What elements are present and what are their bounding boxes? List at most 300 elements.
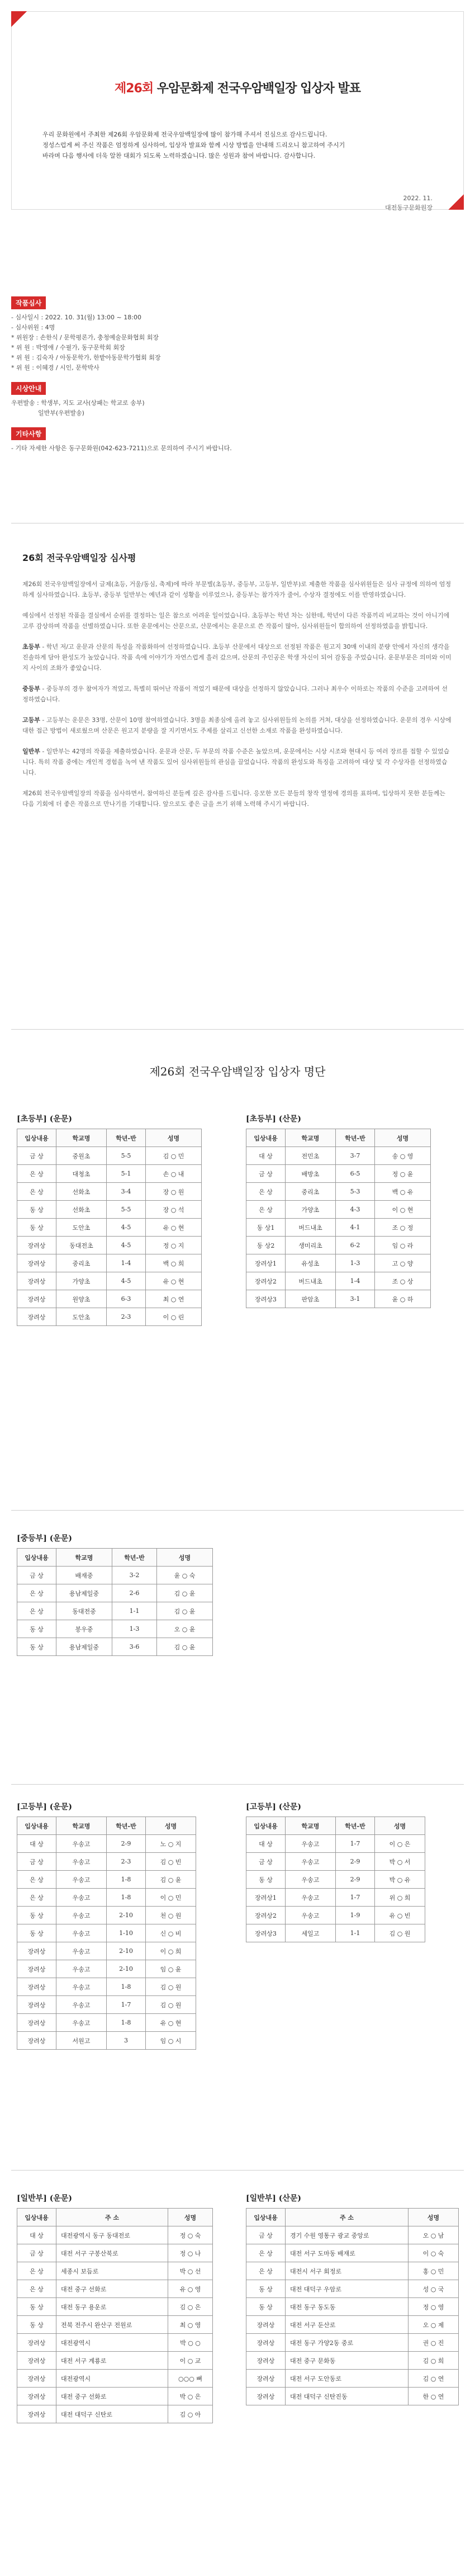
table-cell: 금 상: [246, 1853, 286, 1871]
table-cell: 은 상: [17, 2262, 56, 2280]
table-cell: 동 상: [17, 2316, 56, 2334]
table-cell: 우송고: [56, 1996, 107, 2014]
review-paragraph: [22, 683, 453, 705]
table-cell: 박 ○ 서: [375, 1853, 425, 1871]
table-row: [246, 1219, 431, 1237]
table-cell: 6-5: [336, 1165, 375, 1183]
table-cell: 정 ○ 지: [146, 1237, 202, 1254]
table-cell: 대 상: [246, 1147, 286, 1165]
table-cell: 장 ○ 석: [146, 1201, 202, 1219]
table-cell: 은 상: [246, 1201, 286, 1219]
table-cell: 오 ○ 제: [408, 2316, 459, 2334]
roster-table: [246, 1129, 431, 1308]
etc-tag: 기타사항: [11, 427, 46, 440]
award-info: [11, 382, 464, 418]
table-heading: [중등부] (운문): [17, 1534, 72, 1543]
review-paragraph: [22, 788, 453, 809]
table-cell: 은 상: [246, 2262, 286, 2280]
table-cell: 2-9: [107, 1835, 146, 1853]
table-cell: 천 ○ 원: [146, 1907, 196, 1924]
table-row: [17, 1272, 202, 1290]
review-lead: 중등부: [22, 685, 40, 692]
table-cell: 대전 동구 가양2동 중로: [286, 2334, 408, 2352]
table-header-row: [246, 2209, 459, 2226]
table-cell: 우송고: [56, 1960, 107, 1978]
table-cell: 대전 대덕구 신탄진동: [286, 2388, 408, 2405]
table-row: [246, 2244, 459, 2262]
title-text: 우암문화제 전국우암백일장 입상자 발표: [156, 82, 361, 96]
table-cell: 대전 서구 구봉산북로: [56, 2244, 168, 2262]
table-row: [17, 1165, 202, 1183]
table-cell: 3: [107, 2032, 146, 2050]
table-cell: 금 상: [246, 2226, 286, 2244]
table-cell: 2-9: [336, 1853, 375, 1871]
table-row: [246, 1165, 431, 1183]
column-header: 성명: [375, 1817, 425, 1835]
table-cell: 1-10: [107, 1924, 146, 1942]
table-cell: 동 상: [17, 1924, 56, 1942]
table-row: [17, 1219, 202, 1237]
table-cell: 1-3: [112, 1620, 157, 1638]
table-cell: 3-6: [112, 1638, 157, 1656]
review-paragraph: [22, 641, 453, 673]
table-cell: 신 ○ 비: [146, 1924, 196, 1942]
table-cell: 대전광역시 동구 동대전로: [56, 2226, 168, 2244]
table-row: [17, 1201, 202, 1219]
table-row: [246, 1237, 431, 1254]
corner-fold-decoration: [448, 194, 464, 210]
table-cell: 4-5: [107, 1237, 146, 1254]
roster-table: [17, 2208, 213, 2423]
table-cell: 1-4: [336, 1272, 375, 1290]
table-cell: 김 ○ 은: [168, 2298, 213, 2316]
table-cell: 3-1: [336, 1290, 375, 1308]
table-cell: 전북 전주시 완산구 전원로: [56, 2316, 168, 2334]
column-header: 입상내용: [17, 2209, 56, 2226]
table-cell: 2-10: [107, 1942, 146, 1960]
table-cell: 봉우중: [56, 1620, 112, 1638]
table-cell: 1-4: [107, 1254, 146, 1272]
column-header: 학년-반: [107, 1817, 146, 1835]
body-line: 바라며 다음 행사에 더욱 알찬 대회가 되도록 노력하겠습니다. 많은 성원과 참여 바랍니다. 감사합니다.: [42, 152, 316, 159]
table-cell: 은 상: [17, 2280, 56, 2298]
column-header: 입상내용: [17, 1549, 56, 1567]
table-cell: ○○○ 뼈: [168, 2370, 213, 2388]
announcement-date: 2022. 11.: [403, 195, 433, 202]
table-row: [17, 2334, 213, 2352]
table-cell: 대전 대덕구 우암로: [286, 2280, 408, 2298]
table-cell: 대전 서구 도안동로: [286, 2370, 408, 2388]
table-row: [246, 2316, 459, 2334]
table-row: [246, 2388, 459, 2405]
table-cell: 우송고: [56, 2014, 107, 2032]
table-cell: 조 ○ 정: [375, 1219, 431, 1237]
column-header: 입상내용: [246, 1129, 286, 1147]
table-cell: 전민초: [286, 1147, 336, 1165]
column-header: 성명: [375, 1129, 431, 1147]
table-cell: 1-3: [336, 1254, 375, 1272]
table-cell: 대전 동구 용운로: [56, 2298, 168, 2316]
table-heading: [초등부] (산문): [246, 1115, 301, 1124]
table-cell: 권 ○ 진: [408, 2334, 459, 2352]
table-row: [17, 1620, 213, 1638]
table-cell: 2-6: [112, 1584, 157, 1602]
table-cell: 정 ○ 나: [168, 2244, 213, 2262]
table-cell: 김 ○ 아: [168, 2405, 213, 2423]
table-row: [246, 1201, 431, 1219]
table-cell: 대전 서구 둔산로: [286, 2316, 408, 2334]
table-cell: 대청초: [56, 1165, 107, 1183]
table-cell: 장려상: [17, 2352, 56, 2370]
table-header-row: [17, 1549, 213, 1567]
column-header: 주 소: [286, 2209, 408, 2226]
table-row: [17, 1835, 196, 1853]
table-cell: 은 상: [17, 1871, 56, 1889]
info-section: [11, 296, 464, 454]
table-cell: 대전 중구 선화로: [56, 2280, 168, 2298]
review-body: - 중등부의 경우 참여자가 적었고, 특별히 뛰어난 작품이 적었기 때문에 대상을 선정하지 않았습니다. 그러나 최우수 이하로는 작품의 수준을 고려하여 선정하였습니다.: [22, 685, 448, 703]
review-text: [22, 579, 453, 819]
table-cell: 버드내초: [286, 1272, 336, 1290]
table-cell: 장려상: [17, 1942, 56, 1960]
table-cell: 고 ○ 양: [375, 1254, 431, 1272]
table-cell: 손 ○ 내: [146, 1165, 202, 1183]
table-cell: 2-3: [107, 1853, 146, 1871]
table-cell: 동 상: [246, 1871, 286, 1889]
table-cell: 장려상: [17, 1996, 56, 2014]
table-cell: 성 ○ 국: [408, 2280, 459, 2298]
column-header: 성명: [157, 1549, 213, 1567]
table-cell: 4-3: [336, 1201, 375, 1219]
info-line: * 위원장 : 손한식 / 문학평론가, 충청예술문화협회 회장: [11, 334, 159, 341]
table-cell: 2-9: [336, 1871, 375, 1889]
table-cell: 박 ○ 은: [168, 2388, 213, 2405]
table-cell: 장려상: [17, 1237, 56, 1254]
announcement-title: [12, 79, 463, 96]
info-line: * 위 원 : 이혜경 / 시인, 문학박사: [11, 364, 99, 371]
table-row: [17, 2298, 213, 2316]
table-cell: 중리초: [286, 1183, 336, 1201]
table-cell: 장려상1: [246, 1254, 286, 1272]
table-cell: 백 ○ 유: [375, 1183, 431, 1201]
table-cell: 장려상3: [246, 1924, 286, 1942]
roster-table: [246, 2208, 459, 2405]
table-cell: 대 상: [17, 1835, 56, 1853]
table-cell: 장려상: [17, 2014, 56, 2032]
info-line: * 위 원 : 김숙자 / 아동문학가, 한밭아동문학가협회 회장: [11, 354, 161, 361]
table-cell: 장려상: [246, 2316, 286, 2334]
table-cell: 4-5: [107, 1219, 146, 1237]
table-cell: 위 ○ 희: [375, 1889, 425, 1907]
table-cell: 김 ○ 원: [146, 1978, 196, 1996]
table-cell: 유 ○ 현: [146, 2014, 196, 2032]
table-cell: 동대전중: [56, 1602, 112, 1620]
table-cell: 5-5: [107, 1147, 146, 1165]
column-header: 학교명: [56, 1129, 107, 1147]
table-cell: 한 ○ 연: [408, 2388, 459, 2405]
table-cell: 대전 대덕구 신탄로: [56, 2405, 168, 2423]
table-row: [17, 1924, 196, 1942]
roster-table: [17, 1548, 213, 1656]
table-cell: 이 ○ 희: [146, 1942, 196, 1960]
table-cell: 조 ○ 상: [375, 1272, 431, 1290]
column-header: 주 소: [56, 2209, 168, 2226]
body-line: 우리 문화원에서 주최한 제26회 우암문화제 전국우암백일장에 많이 참가해 주셔서 진심으로 감사드립니다.: [42, 131, 327, 138]
table-row: [246, 2298, 459, 2316]
table-cell: 동 상1: [246, 1219, 286, 1237]
table-row: [17, 1147, 202, 1165]
table-cell: 유 ○ 현: [146, 1272, 202, 1290]
table-cell: 동대전초: [56, 1237, 107, 1254]
table-cell: 최 ○ 영: [168, 2316, 213, 2334]
table-cell: 장려상: [17, 2405, 56, 2423]
table-row: [17, 2262, 213, 2280]
table-cell: 장려상: [246, 2352, 286, 2370]
table-cell: 정 ○ 숙: [168, 2226, 213, 2244]
table-row: [17, 2370, 213, 2388]
table-cell: 이 ○ 교: [168, 2352, 213, 2370]
table-cell: 1-8: [107, 1978, 146, 1996]
column-header: 학년-반: [336, 1129, 375, 1147]
table-cell: 금 상: [17, 1853, 56, 1871]
table-row: [17, 2244, 213, 2262]
table-cell: 중리초: [56, 1254, 107, 1272]
info-line: - 심사일시 : 2022. 10. 31(월) 13:00 ~ 18:00: [11, 314, 141, 321]
table-row: [17, 1978, 196, 1996]
table-row: [17, 1960, 196, 1978]
table-heading: [고등부] (운문): [17, 1803, 72, 1811]
roster-table-block: [246, 1801, 425, 1942]
table-cell: 우송고: [286, 1853, 336, 1871]
table-header-row: [246, 1129, 431, 1147]
table-cell: 장려상: [246, 2388, 286, 2405]
table-cell: 세종시 보듬로: [56, 2262, 168, 2280]
table-cell: 최 ○ 연: [146, 1290, 202, 1308]
table-cell: 동 상: [17, 1201, 56, 1219]
title-number: 제26회: [114, 82, 154, 96]
table-row: [246, 1907, 425, 1924]
table-cell: 도안초: [56, 1219, 107, 1237]
table-cell: 장려상: [17, 2032, 56, 2050]
review-paragraph: [22, 715, 453, 736]
table-row: [17, 2352, 213, 2370]
column-header: 학년-반: [112, 1549, 157, 1567]
roster-table: [246, 1817, 425, 1942]
table-cell: 우송고: [286, 1871, 336, 1889]
section-divider: [11, 1510, 464, 1511]
table-cell: 장려상: [17, 2388, 56, 2405]
roster-table: [17, 1817, 196, 2050]
review-body: 제26회 전국우암백일장에서 글제(초등, 거울/동심, 축제)에 따라 부문별(초등부, 중등부, 고등부, 일반부)로 제출한 작품을 심사위원들은 심사 규정에 의하여 엄정하게 심사하였습니다. 초등부, 중등부 일반부는 예년과 같이 성황을 이루었으나, 중등부는 참가자가 줄어, 수상자 결정에도 이를 반영하였습니다.: [22, 581, 452, 598]
table-row: [17, 2280, 213, 2298]
table-cell: 김 ○ 원: [375, 1924, 425, 1942]
table-cell: 장려상: [17, 1960, 56, 1978]
table-cell: 김 ○ 희: [408, 2352, 459, 2370]
table-cell: 박 ○ 유: [375, 1871, 425, 1889]
table-row: [17, 1237, 202, 1254]
table-row: [17, 1308, 202, 1326]
table-cell: 선화초: [56, 1201, 107, 1219]
table-cell: 3-4: [107, 1183, 146, 1201]
table-cell: 대전 서구 계룡로: [56, 2352, 168, 2370]
table-cell: 금 상: [246, 1165, 286, 1183]
review-body: 예심에서 선정된 작품을 결심에서 순위를 결정하는 일은 참으로 어려운 일이었습니다. 초등부는 학년 차는 심한데, 학년이 다른 작품끼리 비교하는 것이 아니기에 고루 감상하며 작품을 선별하였습니다. 또한 운문에서는 산문으로, 산문에서는 운문으로 쓴 작품이 많아, 심사위원들이 합의하여 선정하였음을 밝힙니다.: [22, 612, 450, 630]
info-line: - 심사위원 : 4명: [11, 324, 55, 331]
review-body: 제26회 전국우암백일장의 작품을 심사하면서, 참여하신 분들께 깊은 감사를 드립니다. 응모한 모든 분들의 창작 열정에 경의를 표하며, 입상하지 못한 분들께는 다음 기회에 더 좋은 작품으로 만나기를 기대합니다. 앞으로도 좋은 글을 쓰기 위해 노력해 주시기 바랍니다.: [22, 790, 445, 808]
table-cell: 김 ○ 윤: [157, 1602, 213, 1620]
review-paragraph: [22, 746, 453, 778]
table-cell: 금 상: [17, 2244, 56, 2262]
table-row: [246, 2352, 459, 2370]
column-header: 입상내용: [246, 1817, 286, 1835]
table-cell: 박 ○ ○: [168, 2334, 213, 2352]
review-info: [11, 296, 464, 373]
column-header: 학교명: [56, 1549, 112, 1567]
table-cell: 김 ○ 윤: [146, 1871, 196, 1889]
column-header: 학교명: [286, 1129, 336, 1147]
table-cell: 장려상: [17, 1254, 56, 1272]
table-cell: 대 상: [246, 1835, 286, 1853]
announcement-org: 대전동구문화원장: [384, 204, 433, 211]
table-cell: 은 상: [17, 1165, 56, 1183]
table-cell: 동 상: [17, 1638, 56, 1656]
column-header: 학년-반: [336, 1817, 375, 1835]
announcement-signature: [385, 194, 433, 213]
table-cell: 이 ○ 숙: [408, 2244, 459, 2262]
info-line: * 위 원 : 박영애 / 수필가, 동구문학회 회장: [11, 344, 125, 351]
table-cell: 송 ○ 영: [375, 1147, 431, 1165]
column-header: 성명: [146, 1817, 196, 1835]
column-header: 성명: [408, 2209, 459, 2226]
table-row: [246, 1183, 431, 1201]
table-cell: 장 ○ 원: [146, 1183, 202, 1201]
table-cell: 백 ○ 희: [146, 1254, 202, 1272]
table-cell: 동 상2: [246, 1237, 286, 1254]
table-cell: 중원초: [56, 1147, 107, 1165]
review-paragraph: [22, 610, 453, 631]
table-cell: 김 ○ 연: [408, 2370, 459, 2388]
table-row: [17, 1853, 196, 1871]
table-cell: 오 ○ 남: [408, 2226, 459, 2244]
section-divider: [11, 1784, 464, 1785]
table-cell: 동 상: [246, 2280, 286, 2298]
roster-table: [17, 1129, 202, 1326]
column-header: 입상내용: [17, 1817, 56, 1835]
table-cell: 5-5: [107, 1201, 146, 1219]
table-row: [17, 2226, 213, 2244]
table-row: [246, 1147, 431, 1165]
table-cell: 윤 ○ 하: [375, 1290, 431, 1308]
table-cell: 5-3: [336, 1183, 375, 1201]
table-cell: 선화초: [56, 1183, 107, 1201]
table-cell: 1-7: [107, 1996, 146, 2014]
roster-table-block: [17, 2192, 213, 2423]
table-cell: 이 ○ 현: [375, 1201, 431, 1219]
table-cell: 장려상: [17, 2370, 56, 2388]
table-cell: 우송고: [56, 1889, 107, 1907]
etc-info: [11, 427, 464, 454]
review-body: - 일반부는 42명의 작품을 제출하였습니다. 운문과 산문, 두 부문의 작품 수준은 높았으며, 운문에서는 시상 시조와 현대시 등 여러 장르를 접할 수 있었습니다. 특히 작품 중에는 개인적 경험을 녹여 낸 작품도 있어 심사위원들의 관심을 끌었습니다. 작품의 완성도와 특징을 고려하여 대상 및 각 수상자를 선정하였습니다.: [22, 748, 450, 776]
body-line: 정성스럽게 써 주신 작품은 엄정하게 심사하여, 입상자 발표와 함께 시상 방법을 안내해 드리오니 참고하여 주시기: [42, 141, 345, 149]
table-row: [17, 1907, 196, 1924]
table-cell: 동 상: [17, 1907, 56, 1924]
table-cell: 장려상2: [246, 1907, 286, 1924]
table-cell: 장려상: [17, 1308, 56, 1326]
table-cell: 이 ○ 린: [146, 1308, 202, 1326]
table-cell: 동 상: [17, 1620, 56, 1638]
table-cell: 우송고: [56, 1835, 107, 1853]
table-cell: 1-8: [107, 1889, 146, 1907]
table-cell: 유 ○ 현: [146, 1219, 202, 1237]
table-cell: 장려상: [246, 2334, 286, 2352]
table-cell: 대전 서구 도마동 배재로: [286, 2244, 408, 2262]
table-row: [246, 1871, 425, 1889]
table-cell: 유 ○ 빈: [375, 1907, 425, 1924]
table-cell: 1-7: [336, 1835, 375, 1853]
table-cell: 원양초: [56, 1290, 107, 1308]
table-cell: 세일고: [286, 1924, 336, 1942]
table-heading: [일반부] (운문): [17, 2194, 72, 2203]
table-cell: 금 상: [17, 1567, 56, 1584]
table-row: [17, 1889, 196, 1907]
column-header: 성명: [146, 1129, 202, 1147]
table-cell: 3-2: [112, 1567, 157, 1584]
review-lead: 초등부: [22, 643, 40, 650]
table-cell: 임 ○ 윤: [146, 1960, 196, 1978]
table-cell: 배재중: [56, 1567, 112, 1584]
announcement-body: [42, 129, 445, 161]
table-cell: 김 ○ 윤: [157, 1638, 213, 1656]
column-header: 학년-반: [107, 1129, 146, 1147]
table-cell: 서원고: [56, 2032, 107, 2050]
award-tag: 시상안내: [11, 382, 46, 395]
table-cell: 우송고: [286, 1835, 336, 1853]
table-cell: 우송고: [56, 1853, 107, 1871]
table-row: [246, 2226, 459, 2244]
table-cell: 장려상: [17, 1978, 56, 1996]
column-header: 입상내용: [17, 1129, 56, 1147]
table-cell: 홍 ○ 민: [408, 2262, 459, 2280]
table-cell: 판암초: [286, 1290, 336, 1308]
table-heading: [일반부] (산문): [246, 2194, 301, 2203]
table-row: [246, 2370, 459, 2388]
table-row: [246, 1835, 425, 1853]
table-row: [246, 1290, 431, 1308]
table-header-row: [17, 1129, 202, 1147]
table-cell: 우송고: [286, 1889, 336, 1907]
table-cell: 유성초: [286, 1254, 336, 1272]
info-line: - 기타 자세한 사항은 동구문화원(042-623-7211)으로 문의하여 주시기 바랍니다.: [11, 445, 232, 452]
roster-table-block: [246, 1113, 431, 1308]
table-row: [17, 2316, 213, 2334]
roster-table-block: [17, 1532, 213, 1656]
table-row: [246, 2280, 459, 2298]
table-row: [246, 2334, 459, 2352]
column-header: 성명: [168, 2209, 213, 2226]
table-cell: 가양초: [56, 1272, 107, 1290]
table-cell: 김 ○ 민: [146, 1147, 202, 1165]
table-cell: 대전 중구 선화로: [56, 2388, 168, 2405]
table-cell: 장려상: [17, 1290, 56, 1308]
table-cell: 대전광역시: [56, 2370, 168, 2388]
table-header-row: [17, 1817, 196, 1835]
table-cell: 우송고: [286, 1907, 336, 1924]
table-row: [246, 1254, 431, 1272]
table-cell: 장려상2: [246, 1272, 286, 1290]
table-cell: 은 상: [17, 1183, 56, 1201]
roster-title: 제26회 전국우암백일장 입상자 명단: [149, 1065, 326, 1078]
table-cell: 윤 ○ 숙: [157, 1567, 213, 1584]
